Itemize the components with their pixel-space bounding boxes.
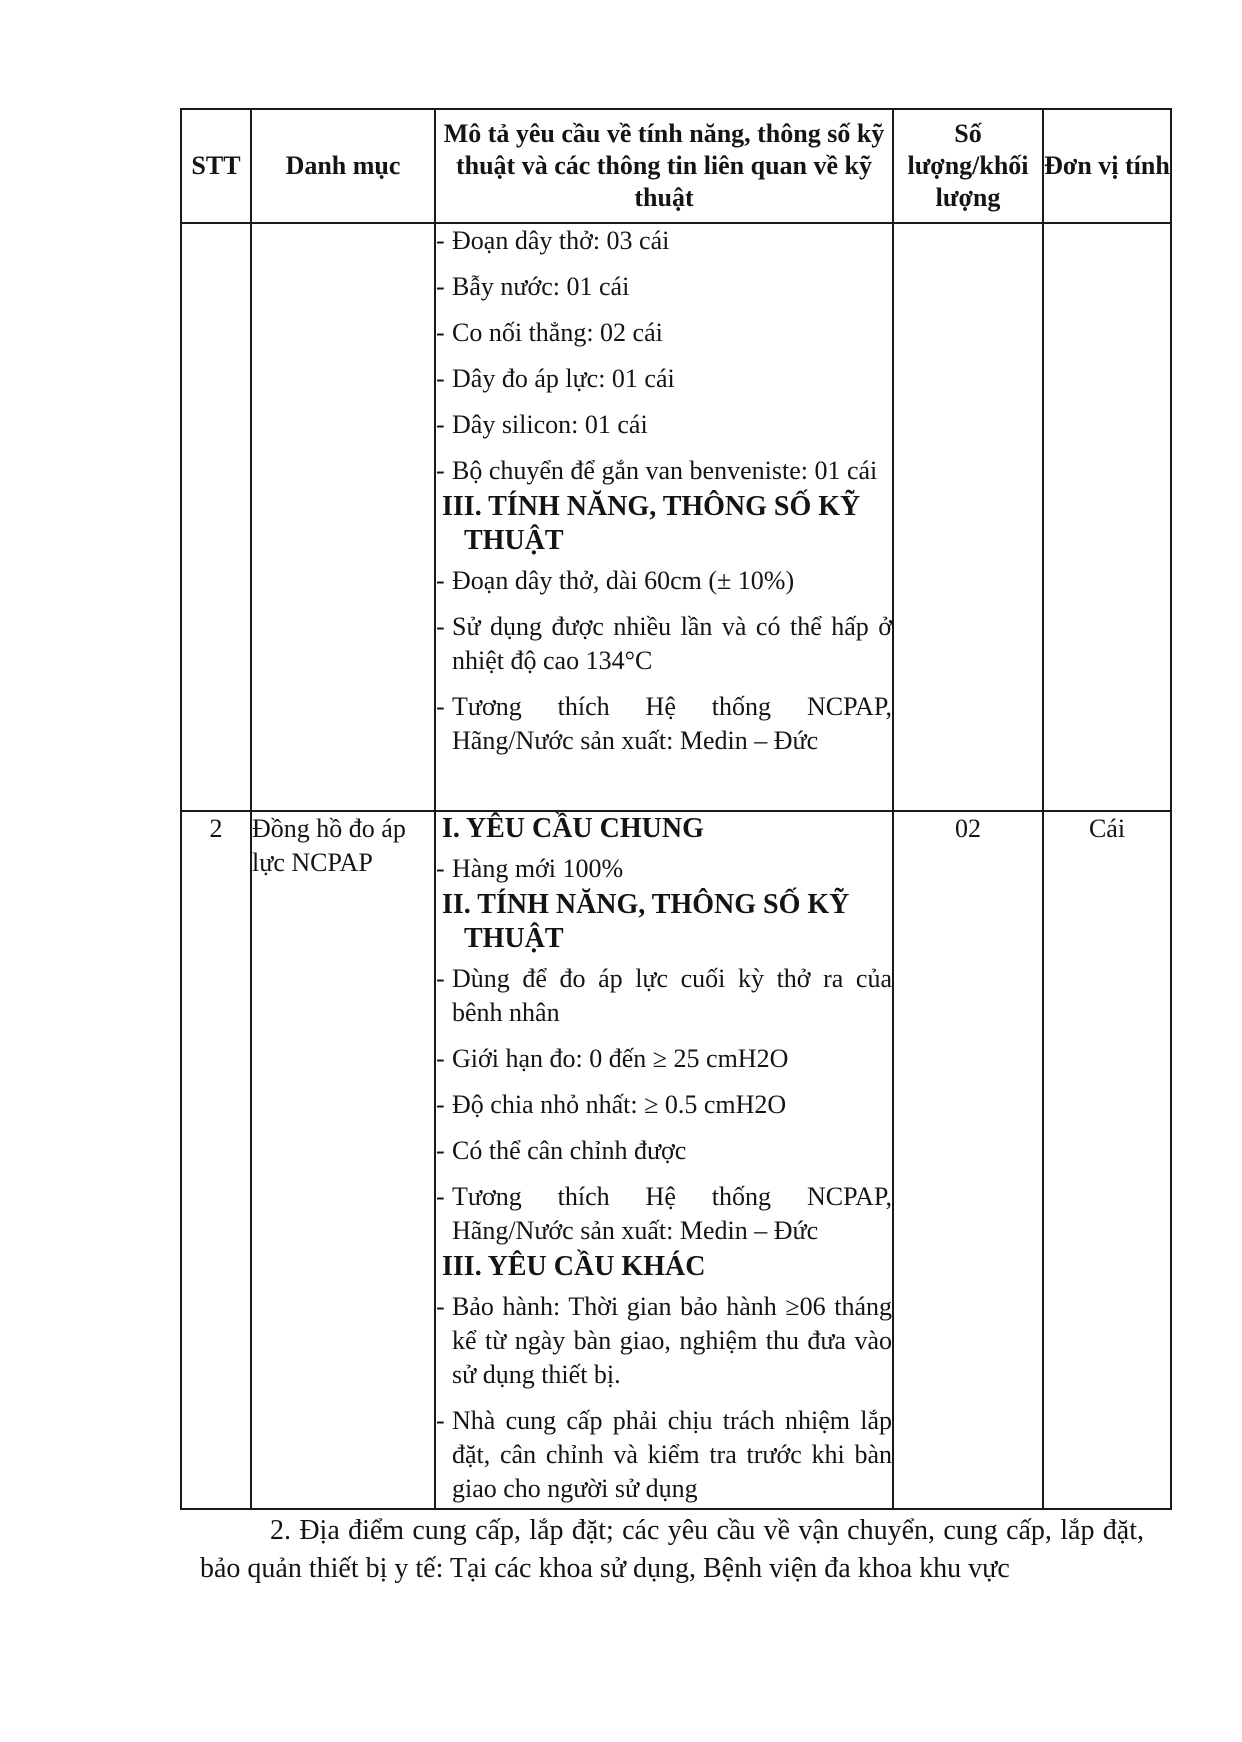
list-item: - Giới hạn đo: 0 đến ≥ 25 cmH2O xyxy=(436,1042,892,1076)
list-item: - Hàng mới 100% xyxy=(436,852,892,886)
header-description: Mô tả yêu cầu về tính năng, thông số kỹ thuật và các thông tin liên quan về kỹ thuật xyxy=(435,109,893,223)
header-quantity: Số lượng/khối lượng xyxy=(893,109,1043,223)
list-item: - Dây silicon: 01 cái xyxy=(436,408,892,442)
table-header-row xyxy=(181,109,1171,223)
list-item: - Tương thích Hệ thống NCPAP, Hãng/Nước sản xuất: Medin – Đức xyxy=(436,1180,892,1248)
row2-unit: Cái xyxy=(1043,811,1171,1509)
list-item: - Tương thích Hệ thống NCPAP, Hãng/Nước sản xuất: Medin – Đức xyxy=(436,690,892,758)
header-category: Danh mục xyxy=(251,109,435,223)
list-item: - Đoạn dây thở: 03 cái xyxy=(436,224,892,258)
list-item: - Bộ chuyển để gắn van benveniste: 01 cái xyxy=(436,454,892,488)
row1-quantity xyxy=(893,223,1043,811)
table-row xyxy=(181,811,1171,1509)
specification-table xyxy=(180,108,1172,1510)
list-item: - Sử dụng được nhiều lần và có thể hấp ở nhiệt độ cao 134°C xyxy=(436,610,892,678)
list-item: - Độ chia nhỏ nhất: ≥ 0.5 cmH2O xyxy=(436,1088,892,1122)
section-heading: I. YÊU CẦU CHUNG xyxy=(442,813,704,844)
row2-category: Đồng hồ đo áp lực NCPAP xyxy=(251,811,435,1509)
row1-description xyxy=(435,223,893,811)
row2-stt: 2 xyxy=(181,811,251,1509)
list-item: - Bảo hành: Thời gian bảo hành ≥06 tháng kể từ ngày bàn giao, nghiệm thu đưa vào sử dụng thiết bị. xyxy=(436,1290,892,1392)
row2-description xyxy=(435,811,893,1509)
section-heading: II. TÍNH NĂNG, THÔNG SỐ KỸ THUẬT xyxy=(442,889,850,954)
section-heading: III. YÊU CẦU KHÁC xyxy=(442,1251,706,1282)
footer-paragraph: 2. Địa điểm cung cấp, lắp đặt; các yêu cầu về vận chuyển, cung cấp, lắp đặt, bảo quản thiết bị y tế: Tại các khoa sử dụng, Bệnh viện đa khoa khu vực xyxy=(200,1515,1144,1584)
list-item: - Co nối thẳng: 02 cái xyxy=(436,316,892,350)
list-item: - Bẫy nước: 01 cái xyxy=(436,270,892,304)
list-item: - Đoạn dây thở, dài 60cm (± 10%) xyxy=(436,564,892,598)
table-row xyxy=(181,223,1171,811)
list-item: - Nhà cung cấp phải chịu trách nhiệm lắp đặt, cân chỉnh và kiểm tra trước khi bàn giao cho người sử dụng xyxy=(436,1404,892,1506)
section-heading: III. TÍNH NĂNG, THÔNG SỐ KỸ THUẬT xyxy=(442,491,861,556)
list-item: - Dùng để đo áp lực cuối kỳ thở ra của bênh nhân xyxy=(436,962,892,1030)
row1-unit xyxy=(1043,223,1171,811)
header-stt: STT xyxy=(181,109,251,223)
row2-quantity: 02 xyxy=(893,811,1043,1509)
list-item: - Có thể cân chỉnh được xyxy=(436,1134,892,1168)
row1-stt xyxy=(181,223,251,811)
row1-category xyxy=(251,223,435,811)
header-unit: Đơn vị tính xyxy=(1043,109,1171,223)
list-item: - Dây đo áp lực: 01 cái xyxy=(436,362,892,396)
